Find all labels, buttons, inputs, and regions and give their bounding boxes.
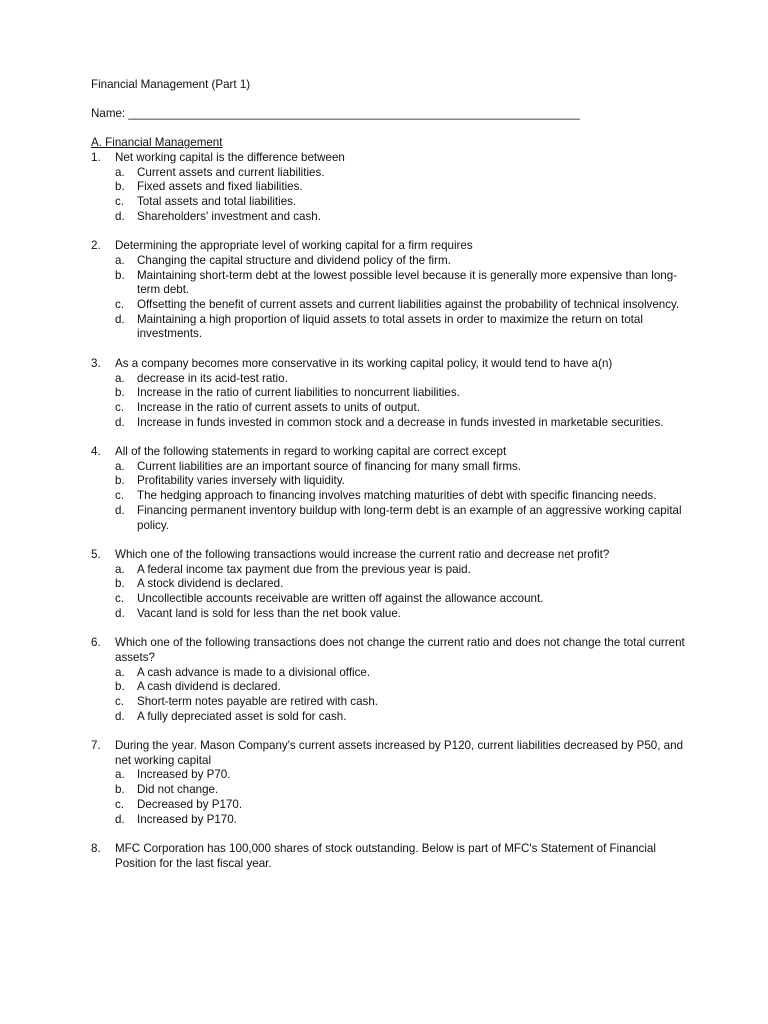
option-letter: d.	[115, 709, 125, 723]
option-text: Increase in funds invested in common stock and a decrease in funds invested in marketable securities.	[137, 415, 664, 429]
question-text: As a company becomes more conservative in its working capital policy, it would tend to have a(n)	[115, 356, 613, 370]
question-item	[91, 842, 691, 871]
option-letter: a.	[115, 768, 125, 782]
option-letter: a.	[115, 562, 125, 576]
question-text: Which one of the following transactions would increase the current ratio and decrease net profit?	[115, 547, 610, 561]
option-item	[115, 680, 691, 695]
option-item	[115, 783, 691, 798]
option-item	[115, 813, 691, 828]
option-list	[115, 254, 691, 342]
option-letter: a.	[115, 665, 125, 679]
option-letter: c.	[115, 489, 125, 503]
question-number: 2.	[91, 239, 101, 253]
option-text: Did not change.	[137, 783, 219, 797]
option-letter: d.	[115, 209, 125, 223]
option-item	[115, 460, 691, 475]
option-item	[115, 210, 691, 225]
option-item	[115, 710, 691, 725]
option-letter: d.	[115, 606, 125, 620]
option-text: Vacant land is sold for less than the net book value.	[137, 606, 402, 620]
option-letter: d.	[115, 503, 125, 517]
option-item	[115, 313, 691, 342]
question-text: Net working capital is the difference between	[115, 151, 345, 164]
option-item	[115, 180, 691, 195]
option-text: Current assets and current liabilities.	[137, 165, 325, 179]
option-text: A cash advance is made to a divisional office.	[137, 665, 371, 679]
question-number: 1.	[91, 151, 101, 164]
option-text: Decreased by P170.	[137, 797, 243, 811]
option-text: Shareholders' investment and cash.	[137, 209, 321, 223]
option-list	[115, 166, 691, 225]
option-text: Total assets and total liabilities.	[137, 195, 297, 209]
option-text: The hedging approach to financing involves matching maturities of debt with specific financing needs.	[137, 489, 657, 503]
document-title: Financial Management (Part 1)	[91, 78, 251, 91]
question-item	[91, 239, 691, 342]
option-text: Short-term notes payable are retired with cash.	[137, 694, 379, 708]
option-item	[115, 607, 691, 622]
question-number: 6.	[91, 636, 101, 650]
option-letter: b.	[115, 474, 125, 488]
question-item	[91, 636, 691, 724]
option-letter: b.	[115, 180, 125, 194]
option-item	[115, 269, 691, 298]
option-letter: b.	[115, 680, 125, 694]
question-list	[91, 151, 691, 871]
option-text: Increase in the ratio of current liabilities to noncurrent liabilities.	[137, 386, 460, 400]
option-item	[115, 401, 691, 416]
name-field-line: Name: ______________________________________________________________________	[91, 107, 580, 120]
option-letter: c.	[115, 400, 125, 414]
question-item	[91, 445, 691, 533]
question-number: 4.	[91, 445, 101, 459]
option-item	[115, 372, 691, 387]
option-list	[115, 768, 691, 827]
option-letter: b.	[115, 783, 125, 797]
question-item	[91, 739, 691, 827]
question-number: 8.	[91, 841, 101, 855]
option-letter: c.	[115, 195, 125, 209]
option-item	[115, 489, 691, 504]
option-item	[115, 563, 691, 578]
option-letter: b.	[115, 268, 125, 282]
question-text: Determining the appropriate level of working capital for a firm requires	[115, 239, 473, 253]
option-item	[115, 592, 691, 607]
option-list	[115, 563, 691, 622]
question-text: All of the following statements in regard to working capital are correct except	[115, 445, 507, 459]
option-letter: d.	[115, 415, 125, 429]
option-text: Maintaining a high proportion of liquid assets to total assets in order to maximize the return on total investments.	[137, 312, 643, 341]
option-item	[115, 577, 691, 592]
option-list	[115, 666, 691, 725]
question-item	[91, 357, 691, 431]
question-text: MFC Corporation has 100,000 shares of stock outstanding. Below is part of MFC's Statement of Financial Position for the last fiscal year.	[115, 841, 656, 870]
option-letter: c.	[115, 298, 125, 312]
option-letter: d.	[115, 812, 125, 826]
question-number: 3.	[91, 356, 101, 370]
option-text: A stock dividend is declared.	[137, 577, 284, 591]
option-text: Increased by P70.	[137, 768, 231, 782]
question-text: Which one of the following transactions does not change the current ratio and does not change the total current assets?	[115, 636, 685, 664]
option-item	[115, 666, 691, 681]
option-letter: c.	[115, 694, 125, 708]
option-letter: c.	[115, 592, 125, 606]
option-letter: a.	[115, 253, 125, 267]
question-number: 5.	[91, 547, 101, 561]
question-number: 7.	[91, 739, 101, 753]
option-text: A fully depreciated asset is sold for cash.	[137, 709, 347, 723]
option-letter: c.	[115, 797, 125, 811]
option-item	[115, 474, 691, 489]
option-text: Financing permanent inventory buildup with long-term debt is an example of an aggressive working capital policy.	[137, 503, 682, 532]
option-letter: b.	[115, 386, 125, 400]
option-text: decrease in its acid-test ratio.	[137, 371, 288, 385]
question-item	[91, 548, 691, 622]
option-text: Current liabilities are an important source of financing for many small firms.	[137, 459, 522, 473]
option-letter: b.	[115, 577, 125, 591]
section-heading: A. Financial Management	[91, 136, 223, 149]
option-text: A cash dividend is declared.	[137, 680, 281, 694]
option-item	[115, 195, 691, 210]
option-item	[115, 798, 691, 813]
option-letter: a.	[115, 371, 125, 385]
option-text: Uncollectible accounts receivable are written off against the allowance account.	[137, 592, 544, 606]
option-letter: d.	[115, 312, 125, 326]
option-text: Fixed assets and fixed liabilities.	[137, 180, 303, 194]
option-item	[115, 298, 691, 313]
option-item	[115, 695, 691, 710]
option-text: Increased by P170.	[137, 812, 237, 826]
option-item	[115, 416, 691, 431]
option-letter: a.	[115, 459, 125, 473]
option-item	[115, 768, 691, 783]
question-text: During the year. Mason Company's current assets increased by P120, current liabilities decreased by P50, and net working capital	[115, 739, 684, 767]
option-item	[115, 166, 691, 181]
option-item	[115, 254, 691, 269]
option-list	[115, 460, 691, 534]
option-text: Maintaining short-term debt at the lowest possible level because it is generally more expensive than long-term debt.	[137, 268, 678, 297]
option-text: Profitability varies inversely with liquidity.	[137, 474, 345, 488]
option-text: Changing the capital structure and dividend policy of the firm.	[137, 253, 451, 267]
option-list	[115, 372, 691, 431]
option-text: Increase in the ratio of current assets to units of output.	[137, 400, 420, 414]
question-item	[91, 151, 691, 225]
option-item	[115, 386, 691, 401]
option-text: Offsetting the benefit of current assets and current liabilities against the probability of technical insolvency.	[137, 298, 680, 312]
option-item	[115, 504, 691, 533]
option-text: A federal income tax payment due from the previous year is paid.	[137, 562, 471, 576]
option-letter: a.	[115, 165, 125, 179]
